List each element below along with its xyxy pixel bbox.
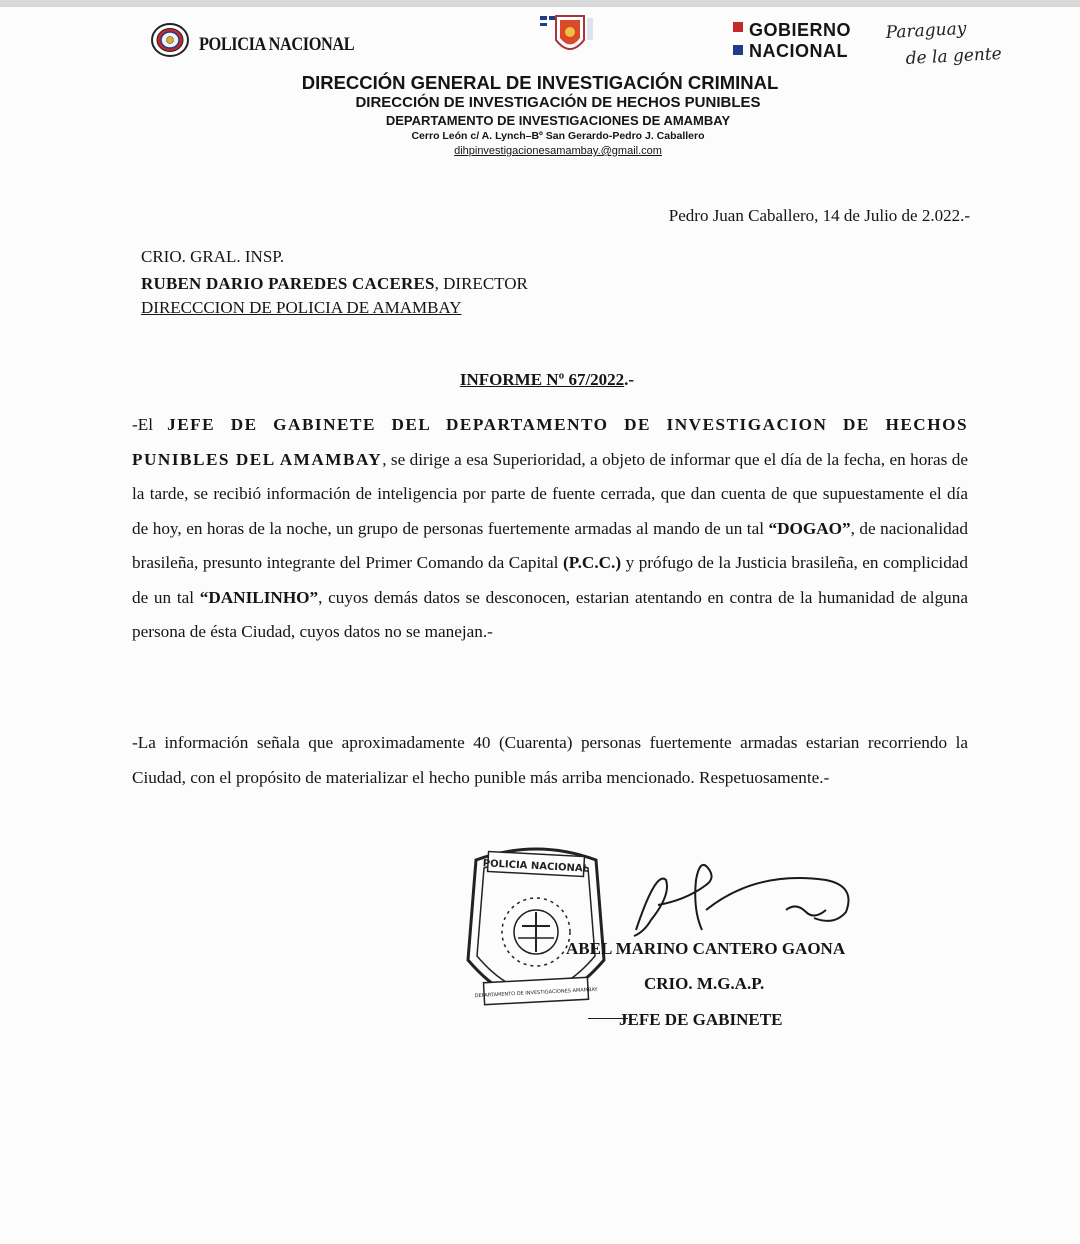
header-line3: DEPARTAMENTO DE INVESTIGACIONES DE AMAMBAY [385, 113, 731, 128]
recipient-name: RUBEN DARIO PAREDES CACERES [141, 274, 435, 293]
handwritten-signature [596, 850, 886, 950]
slogan-logo [880, 16, 1010, 72]
stamp-bottom-text: DEPARTAMENTO DE INVESTIGACIONES AMAMBAY [474, 986, 598, 1000]
header-line1: DIRECCIÓN GENERAL DE INVESTIGACIÓN CRIMINAL [301, 72, 779, 93]
recipient-rank: CRIO. GRAL. INSP. [141, 247, 285, 266]
p1-dash: -El [132, 415, 168, 434]
signatory-name: ABEL MARINO CANTERO GAONA [566, 939, 846, 958]
p1-text1: , se dirige a esa Superioridad, a objeto de informar que el día de la fecha, en horas de la tarde, se recibió información de inteligencia por parte de fuente cerrada, que dan cuenta de que supuestamente el día de hoy, en horas de la noche, un grupo de personas fuertemente armadas al mando de un tal [132, 449, 968, 538]
recipient-title: , DIRECTOR [434, 274, 528, 293]
crest-icon [538, 6, 598, 60]
recipient-line [141, 274, 528, 294]
p1-text4: , cuyos demás datos se desconocen, estarian atentando en contra de la humanidad de alguna persona de ésta Ciudad, cuyos datos no se manejan.- [132, 587, 968, 641]
p1-text2: , de nacionalidad brasileña, presunto integrante del Primer Comando da Capital [132, 518, 968, 572]
gov-red-mark [733, 22, 743, 32]
body-paragraph-2: -La información señala que aproximadamente 40 (Cuarenta) personas fuertemente armadas estarian recorriendo la Ciudad, con el propósito de materializar el hecho punible más arriba mencionado. Respetuosamente.- [132, 733, 968, 787]
header-address: Cerro León c/ A. Lynch–Bº San Gerardo-Pedro J. Caballero [411, 130, 705, 142]
stamp-top-text: POLICIA NACIONAL [482, 858, 590, 875]
header-email: dihpinvestigacionesamambay.@gmail.com [454, 145, 662, 157]
slogan-line1: Paraguay [885, 18, 967, 43]
report-title [0, 370, 1080, 390]
signatory-rank: CRIO. M.G.A.P. [644, 974, 765, 993]
p1-bold-org: (P.C.C.) [562, 553, 622, 572]
police-name-text: POLICIA NACIONAL [199, 34, 355, 55]
gov-blue-mark [733, 45, 743, 55]
gov-line2: NACIONAL [749, 41, 848, 61]
header-line2: DIRECCIÓN DE INVESTIGACIÓN DE HECHOS PUNIBLES [355, 94, 761, 111]
p1-bold-alias2: “DANILINHO” [199, 587, 319, 607]
report-title-suffix: .- [624, 370, 635, 389]
slogan-line2: de la gente [905, 43, 1003, 69]
place-date: Pedro Juan Caballero, 14 de Julio de 2.022.- [668, 206, 970, 225]
body-paragraph-1 [132, 408, 968, 650]
p1-bold-subject: JEFE DE GABINETE DEL DEPARTAMENTO DE INVESTIGACION DE HECHOS PUNIBLES DEL AMAMBAY [132, 415, 968, 469]
official-stamp [456, 840, 616, 1024]
signatory-role: JEFE DE GABINETE [619, 1010, 783, 1029]
p1-text3: y prófugo de la Justicia brasileña, en complicidad de un tal [132, 553, 969, 607]
gov-line1: GOBIERNO [749, 20, 852, 40]
p1-bold-alias1: “DOGAO” [768, 518, 851, 538]
report-number: INFORME Nº 67/2022 [459, 370, 625, 389]
police-emblem-icon [150, 22, 190, 58]
recipient-dept: DIRECCCION DE POLICIA DE AMAMBAY [141, 298, 462, 317]
